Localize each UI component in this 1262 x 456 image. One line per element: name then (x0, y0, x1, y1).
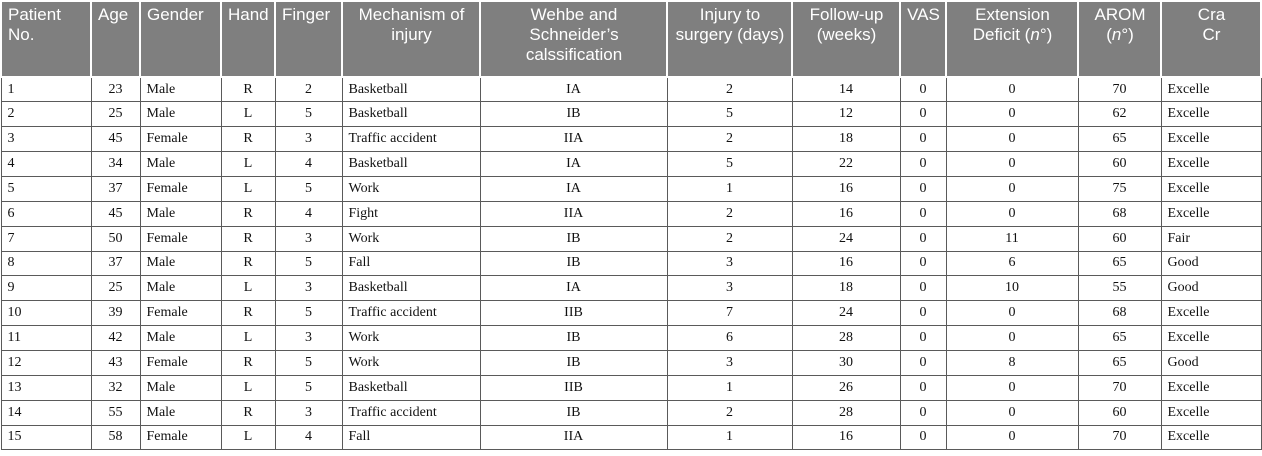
arom-cell: 62 (1078, 102, 1161, 127)
crawford-cell: Excelle (1161, 425, 1261, 450)
classification-cell: IIA (480, 127, 667, 152)
arom-cell: 70 (1078, 425, 1161, 450)
table-row (1, 127, 1261, 152)
mechanism-cell: Traffic accident (342, 400, 480, 425)
crawford-cell: Excelle (1161, 400, 1261, 425)
table-row (1, 201, 1261, 226)
header-hand: Hand (221, 1, 275, 77)
header-extension-deficit-prefix: Extension Deficit ( (972, 5, 1050, 44)
injury-to-surgery-cell: 7 (667, 301, 792, 326)
classification-cell: IA (480, 276, 667, 301)
header-mechanism: Mechanism of injury (342, 1, 480, 77)
follow-up-cell: 16 (792, 176, 900, 201)
age-cell: 45 (91, 127, 140, 152)
crawford-cell: Excelle (1161, 326, 1261, 351)
extension-deficit-cell: 0 (946, 176, 1078, 201)
arom-cell: 68 (1078, 301, 1161, 326)
patient-no-cell: 6 (1, 201, 91, 226)
vas-cell: 0 (900, 350, 946, 375)
table-body (1, 77, 1261, 450)
hand-cell: R (221, 301, 275, 326)
mechanism-cell: Basketball (342, 152, 480, 177)
age-cell: 25 (91, 102, 140, 127)
vas-cell: 0 (900, 226, 946, 251)
gender-cell: Male (140, 201, 221, 226)
finger-cell: 4 (275, 201, 342, 226)
classification-cell: IIA (480, 425, 667, 450)
follow-up-cell: 12 (792, 102, 900, 127)
header-arom-unit: n (1111, 25, 1122, 44)
header-classification: Wehbe and Schneider’s calssification (480, 1, 667, 77)
extension-deficit-cell: 0 (946, 102, 1078, 127)
finger-cell: 5 (275, 301, 342, 326)
arom-cell: 65 (1078, 326, 1161, 351)
arom-cell: 65 (1078, 350, 1161, 375)
header-extension-deficit (946, 1, 1078, 77)
extension-deficit-cell: 6 (946, 251, 1078, 276)
injury-to-surgery-cell: 2 (667, 127, 792, 152)
injury-to-surgery-cell: 2 (667, 201, 792, 226)
mechanism-cell: Traffic accident (342, 301, 480, 326)
hand-cell: R (221, 350, 275, 375)
arom-cell: 60 (1078, 226, 1161, 251)
header-arom-title: AROM (1094, 5, 1146, 24)
follow-up-cell: 18 (792, 127, 900, 152)
crawford-cell: Excelle (1161, 176, 1261, 201)
arom-cell: 60 (1078, 400, 1161, 425)
table-row (1, 276, 1261, 301)
hand-cell: R (221, 77, 275, 102)
patient-no-cell: 11 (1, 326, 91, 351)
injury-to-surgery-cell: 2 (667, 77, 792, 102)
vas-cell: 0 (900, 176, 946, 201)
finger-cell: 5 (275, 176, 342, 201)
finger-cell: 3 (275, 326, 342, 351)
classification-cell: IB (480, 251, 667, 276)
extension-deficit-cell: 0 (946, 152, 1078, 177)
follow-up-cell: 28 (792, 400, 900, 425)
gender-cell: Male (140, 251, 221, 276)
mechanism-cell: Work (342, 176, 480, 201)
finger-cell: 5 (275, 350, 342, 375)
classification-cell: IIB (480, 301, 667, 326)
header-crawford (1161, 1, 1261, 77)
injury-to-surgery-cell: 2 (667, 400, 792, 425)
age-cell: 32 (91, 375, 140, 400)
mechanism-cell: Basketball (342, 375, 480, 400)
table-row (1, 326, 1261, 351)
age-cell: 25 (91, 276, 140, 301)
gender-cell: Female (140, 127, 221, 152)
arom-cell: 65 (1078, 127, 1161, 152)
mechanism-cell: Traffic accident (342, 127, 480, 152)
table-row (1, 425, 1261, 450)
vas-cell: 0 (900, 127, 946, 152)
table-row (1, 400, 1261, 425)
follow-up-cell: 26 (792, 375, 900, 400)
classification-cell: IB (480, 326, 667, 351)
follow-up-cell: 16 (792, 201, 900, 226)
mechanism-cell: Basketball (342, 102, 480, 127)
patient-no-cell: 15 (1, 425, 91, 450)
mechanism-cell: Fall (342, 251, 480, 276)
table-row (1, 77, 1261, 102)
table-row (1, 152, 1261, 177)
hand-cell: L (221, 425, 275, 450)
header-extension-deficit-unit: n (1030, 25, 1040, 44)
arom-cell: 70 (1078, 375, 1161, 400)
header-vas: VAS (900, 1, 946, 77)
gender-cell: Male (140, 276, 221, 301)
hand-cell: L (221, 375, 275, 400)
extension-deficit-cell: 11 (946, 226, 1078, 251)
mechanism-cell: Work (342, 326, 480, 351)
crawford-cell: Good (1161, 251, 1261, 276)
age-cell: 45 (91, 201, 140, 226)
header-finger: Finger (275, 1, 342, 77)
age-cell: 37 (91, 176, 140, 201)
mechanism-cell: Fall (342, 425, 480, 450)
hand-cell: R (221, 127, 275, 152)
hand-cell: L (221, 102, 275, 127)
arom-cell: 55 (1078, 276, 1161, 301)
header-crawford-line2: Cr (1202, 25, 1221, 44)
vas-cell: 0 (900, 400, 946, 425)
age-cell: 43 (91, 350, 140, 375)
arom-cell: 68 (1078, 201, 1161, 226)
injury-to-surgery-cell: 6 (667, 326, 792, 351)
hand-cell: R (221, 226, 275, 251)
follow-up-cell: 18 (792, 276, 900, 301)
finger-cell: 5 (275, 251, 342, 276)
injury-to-surgery-cell: 1 (667, 176, 792, 201)
hand-cell: R (221, 251, 275, 276)
crawford-cell: Good (1161, 350, 1261, 375)
patient-no-cell: 13 (1, 375, 91, 400)
mechanism-cell: Basketball (342, 77, 480, 102)
classification-cell: IA (480, 176, 667, 201)
header-arom-suffix: °) (1121, 25, 1134, 44)
table-row (1, 251, 1261, 276)
vas-cell: 0 (900, 375, 946, 400)
follow-up-cell: 16 (792, 251, 900, 276)
hand-cell: L (221, 276, 275, 301)
patient-no-cell: 2 (1, 102, 91, 127)
vas-cell: 0 (900, 276, 946, 301)
patient-no-cell: 14 (1, 400, 91, 425)
classification-cell: IB (480, 226, 667, 251)
crawford-cell: Excelle (1161, 375, 1261, 400)
extension-deficit-cell: 0 (946, 127, 1078, 152)
patient-no-cell: 8 (1, 251, 91, 276)
gender-cell: Female (140, 350, 221, 375)
finger-cell: 4 (275, 425, 342, 450)
gender-cell: Female (140, 301, 221, 326)
header-row (1, 1, 1261, 77)
table-row (1, 226, 1261, 251)
patient-no-cell: 5 (1, 176, 91, 201)
vas-cell: 0 (900, 425, 946, 450)
header-crawford-line1: Cra (1197, 5, 1226, 24)
age-cell: 37 (91, 251, 140, 276)
vas-cell: 0 (900, 77, 946, 102)
finger-cell: 5 (275, 102, 342, 127)
age-cell: 34 (91, 152, 140, 177)
extension-deficit-cell: 0 (946, 326, 1078, 351)
crawford-cell: Excelle (1161, 77, 1261, 102)
gender-cell: Male (140, 326, 221, 351)
injury-to-surgery-cell: 3 (667, 350, 792, 375)
extension-deficit-cell: 0 (946, 400, 1078, 425)
patient-no-cell: 1 (1, 77, 91, 102)
mechanism-cell: Work (342, 350, 480, 375)
header-arom-prefix: ( (1106, 25, 1112, 44)
finger-cell: 3 (275, 226, 342, 251)
mechanism-cell: Work (342, 226, 480, 251)
patient-no-cell: 9 (1, 276, 91, 301)
crawford-cell: Excelle (1161, 201, 1261, 226)
vas-cell: 0 (900, 326, 946, 351)
arom-cell: 60 (1078, 152, 1161, 177)
patient-no-cell: 10 (1, 301, 91, 326)
header-patient-no: Patient No. (1, 1, 91, 77)
patient-no-cell: 4 (1, 152, 91, 177)
finger-cell: 2 (275, 77, 342, 102)
header-injury-to-surgery: Injury to surgery (days) (667, 1, 792, 77)
gender-cell: Male (140, 400, 221, 425)
classification-cell: IIB (480, 375, 667, 400)
header-age: Age (91, 1, 140, 77)
classification-cell: IA (480, 152, 667, 177)
vas-cell: 0 (900, 201, 946, 226)
crawford-cell: Excelle (1161, 152, 1261, 177)
classification-cell: IB (480, 350, 667, 375)
extension-deficit-cell: 0 (946, 425, 1078, 450)
injury-to-surgery-cell: 5 (667, 102, 792, 127)
extension-deficit-cell: 0 (946, 77, 1078, 102)
classification-cell: IIA (480, 201, 667, 226)
header-arom (1078, 1, 1161, 77)
extension-deficit-cell: 10 (946, 276, 1078, 301)
table-row (1, 375, 1261, 400)
header-gender: Gender (140, 1, 221, 77)
age-cell: 50 (91, 226, 140, 251)
hand-cell: R (221, 400, 275, 425)
patient-no-cell: 3 (1, 127, 91, 152)
gender-cell: Female (140, 425, 221, 450)
patient-no-cell: 7 (1, 226, 91, 251)
vas-cell: 0 (900, 301, 946, 326)
mechanism-cell: Basketball (342, 276, 480, 301)
classification-cell: IB (480, 400, 667, 425)
arom-cell: 75 (1078, 176, 1161, 201)
follow-up-cell: 30 (792, 350, 900, 375)
table-row (1, 176, 1261, 201)
hand-cell: L (221, 176, 275, 201)
follow-up-cell: 22 (792, 152, 900, 177)
hand-cell: L (221, 152, 275, 177)
finger-cell: 4 (275, 152, 342, 177)
injury-to-surgery-cell: 3 (667, 251, 792, 276)
table-row (1, 301, 1261, 326)
hand-cell: L (221, 326, 275, 351)
age-cell: 58 (91, 425, 140, 450)
finger-cell: 3 (275, 400, 342, 425)
injury-to-surgery-cell: 3 (667, 276, 792, 301)
gender-cell: Female (140, 226, 221, 251)
classification-cell: IA (480, 77, 667, 102)
arom-cell: 70 (1078, 77, 1161, 102)
patient-no-cell: 12 (1, 350, 91, 375)
vas-cell: 0 (900, 251, 946, 276)
extension-deficit-cell: 0 (946, 301, 1078, 326)
crawford-cell: Excelle (1161, 301, 1261, 326)
crawford-cell: Excelle (1161, 102, 1261, 127)
follow-up-cell: 24 (792, 301, 900, 326)
table-row (1, 350, 1261, 375)
header-extension-deficit-suffix: °) (1039, 25, 1053, 44)
header-follow-up: Follow-up (weeks) (792, 1, 900, 77)
mechanism-cell: Fight (342, 201, 480, 226)
crawford-cell: Good (1161, 276, 1261, 301)
follow-up-cell: 28 (792, 326, 900, 351)
extension-deficit-cell: 8 (946, 350, 1078, 375)
follow-up-cell: 16 (792, 425, 900, 450)
gender-cell: Male (140, 152, 221, 177)
table-row (1, 102, 1261, 127)
extension-deficit-cell: 0 (946, 201, 1078, 226)
finger-cell: 3 (275, 276, 342, 301)
vas-cell: 0 (900, 102, 946, 127)
follow-up-cell: 14 (792, 77, 900, 102)
crawford-cell: Fair (1161, 226, 1261, 251)
age-cell: 55 (91, 400, 140, 425)
gender-cell: Female (140, 176, 221, 201)
age-cell: 39 (91, 301, 140, 326)
injury-to-surgery-cell: 5 (667, 152, 792, 177)
age-cell: 42 (91, 326, 140, 351)
classification-cell: IB (480, 102, 667, 127)
follow-up-cell: 24 (792, 226, 900, 251)
crawford-cell: Excelle (1161, 127, 1261, 152)
injury-to-surgery-cell: 1 (667, 375, 792, 400)
injury-to-surgery-cell: 2 (667, 226, 792, 251)
gender-cell: Male (140, 102, 221, 127)
arom-cell: 65 (1078, 251, 1161, 276)
gender-cell: Male (140, 375, 221, 400)
finger-cell: 5 (275, 375, 342, 400)
gender-cell: Male (140, 77, 221, 102)
finger-cell: 3 (275, 127, 342, 152)
age-cell: 23 (91, 77, 140, 102)
hand-cell: R (221, 201, 275, 226)
extension-deficit-cell: 0 (946, 375, 1078, 400)
vas-cell: 0 (900, 152, 946, 177)
injury-to-surgery-cell: 1 (667, 425, 792, 450)
